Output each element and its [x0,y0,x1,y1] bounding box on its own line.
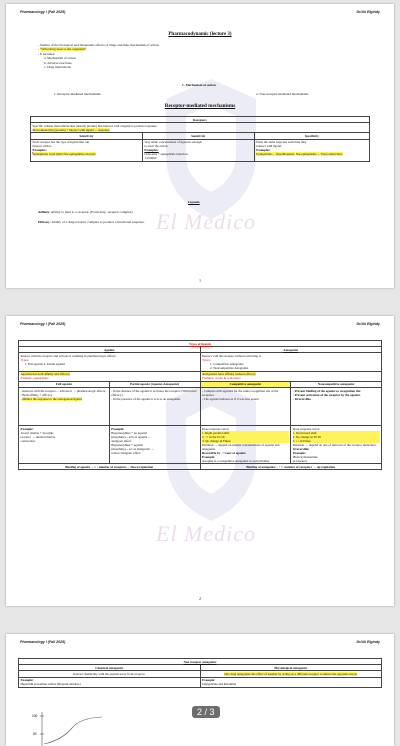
col-full-agonist: Full agonist [19,381,110,387]
intro-line: - Studies of the biological and therapeutic effects of drugs and their mechanism of action. [38,43,160,47]
course-title: Pharmacology I (Fall 2025) [20,322,66,326]
receptors-definition: Specific cellular macromolecules (usually protein) that interact with a ligand to produce response. Macromolecules (protein) + interact with ligand→ response. [31,123,370,133]
col-specificity: Specificity [254,133,369,139]
page-counter-badge: 2 / 3 [192,706,220,718]
receptors-table [30,116,370,162]
instructor-name: Dr/Ali Elgindy [356,640,380,644]
col-selectivity: Selectivity [31,133,143,139]
ligands-heading: Ligands [188,200,200,204]
lecture-title: Pharmacodynamic (lecture 3) [168,32,232,37]
antagonist-properties: Antagonists have affinity without efficacy Example: curare & α-blockers [200,371,382,381]
sensitivity-cell: Very small concentration of ligand is enough to elicit the action. Examples: Lidocaine + epinephrine injection. 1:100000 [142,139,254,161]
section-title: Receptor-mediated mechanisms [164,103,236,109]
selectivity-cell: Each receptor has the type of ligand that can interact with it. Examples: Epinephrine α1α2 β1β2 Nor-epinephrine α1α2 β1 [31,139,143,161]
graph-tick-label: 100 [32,714,38,719]
agonist-properties: Agonists has both affinity and efficacy Example: epinephrine [19,371,201,381]
chemical-example: Example: Heparin& protamine sulfate (Heparin antidote) [19,677,201,687]
competitive-curve: Dose response curve: 1. Right parallel shift. 2. ↑↑ in the EC50. 3. No change in Emax. Duration → depend on plasma concentrations of agonist and antagonist. Reversible by ↑↑Conc of agonist Example: Atropine is a competitive antagonist to acetylcholine [200,425,291,463]
col-noncompetitive-antagonist: Noncompetitive antagonist [291,381,382,387]
noncompetitive-points: - Prevent binding of the agonist to recognition site - Prevent activation of the receptor by the agonist. - Irreversible. [291,387,382,425]
dose-response-graph [32,710,112,746]
chemical-definition: Interact chemically with the agonist away from receptor. [19,671,201,677]
col-competitive-antagonist: Competitive antagonist [200,381,291,387]
page-number: 1 [199,279,201,283]
col-chemical: Chemical antagonist [19,665,201,671]
partial-agonist-points: - In the absence of the agonist it activates the receptor. (With lower efficacy) - In the presence of the agonist it acts as an antagonist. [109,387,200,425]
document-page-2 [6,316,394,606]
antagonist-header: Antagonist [200,347,382,353]
binding-antagonist-note: Binding of antagonist→↑↑↑ number of receptors → up regulation [200,464,382,470]
list-item: c. Drug interactions [44,65,71,70]
antagonist-definition: Interact with the receptor without activating it. Types: 1. Competitive Antagonist 2. Noncompetitive Antagonist [200,353,382,371]
binding-agonist-note: Binding of agonist→↓↓↓ number of receptors→ Down regulation [19,464,201,470]
response-curve [44,717,102,744]
noncompetitive-curve: Dose response curve: 1. Downward shift 2. No change in EC50 3. ↓↓ in Emax. Duration → depend on rate of turnover of the receptor molecules. Irreversible Example: Phenoxybenzamine (α blocker) [291,425,382,463]
physiological-definition: One drug antagonize the effect of another by acting on a different receptor to induce the opposite action. [200,671,382,677]
includes-list [38,56,368,69]
page-header [20,640,380,644]
partial-agonist-example: Example: Buprenorphine + no agonist (morphine)→acts as agonist→ analgesic effect. Buprenorphine + agonist (morphine)→act as antagonist → reduce analgesic effect. [109,425,200,463]
document-page-1 [6,4,394,288]
competitive-points: - Compete with agonists for the same recognition site of the receptors. - The agonist behaves as if it was less potent [200,387,291,425]
specificity-cell: Elicit the same response each time they interact with ligand. Examples: Epinephrine→ Vasodilatation. Nor-epinephrine→ Vasoconstriction. [254,139,369,161]
intro-block [38,43,368,69]
ligand-types-table [18,340,382,470]
affinity-definition: Affinity: Ability to bind to a receptor. (Form drug -receptor complex) [38,210,133,214]
course-title: Pharmacology I (Fall 2025) [20,640,66,644]
intro-line: - "What drug does to the organism" [38,47,87,52]
receptors-header: Receptors [31,117,370,123]
agonist-definition: Interact with the receptor and activate it resulting in pharmacologic effects. Types: 1. Full agonist 2. Partial agonist [19,353,201,371]
document-page-3 [6,634,394,746]
full-agonist-example: Example: Acetyl choline + nicotinic receptor → skeletal muscle contraction. [19,425,110,463]
moa-item-non-receptor: 2. Non-receptor-mediated mechanisms [256,92,309,96]
watermark-text: El Medico [156,209,257,234]
instructor-name: Dr/Ali Elgindy [356,10,380,14]
agonist-header: Agonist [19,347,201,353]
watermark-text: El Medico [156,521,257,546]
graph-tick-label: 50 [33,732,37,737]
list-item: b. Adverse reactions [44,60,72,65]
col-sensitivity: Sensitivity [142,133,254,139]
page-header [20,10,380,14]
table-title: Non receptor antagonist [19,659,382,665]
page-header [20,322,380,326]
intro-line: - It includes: [38,51,56,56]
list-item: a. Mechanism of action [44,56,76,61]
full-agonist-points: - Interacts with the receptor→ activate it → pharmacologic effects. - Both affinity + efficacy - Mimics the response to the endogenous ligand. [19,387,110,425]
col-physiological: Physiological antagonist [200,665,382,671]
col-partial-agonist: Partial agonist (Agonist-Antagonist) [109,381,200,387]
efficacy-definition: Efficacy: Ability of a drug-receptor complex to produce a functional response. [38,220,145,224]
non-receptor-table [18,658,382,688]
moa-heading: 1- Mechanism of action [182,83,216,87]
physiological-example: Example: Epinephrine and histamine [200,677,382,687]
moa-item-receptor: 1. Receptor-mediated mechanisms [54,92,101,96]
course-title: Pharmacology I (Fall 2025) [20,10,66,14]
page-number: 2 [199,597,201,601]
instructor-name: Dr/Ali Elgindy [356,322,380,326]
table-title: Types of ligands [19,341,382,347]
